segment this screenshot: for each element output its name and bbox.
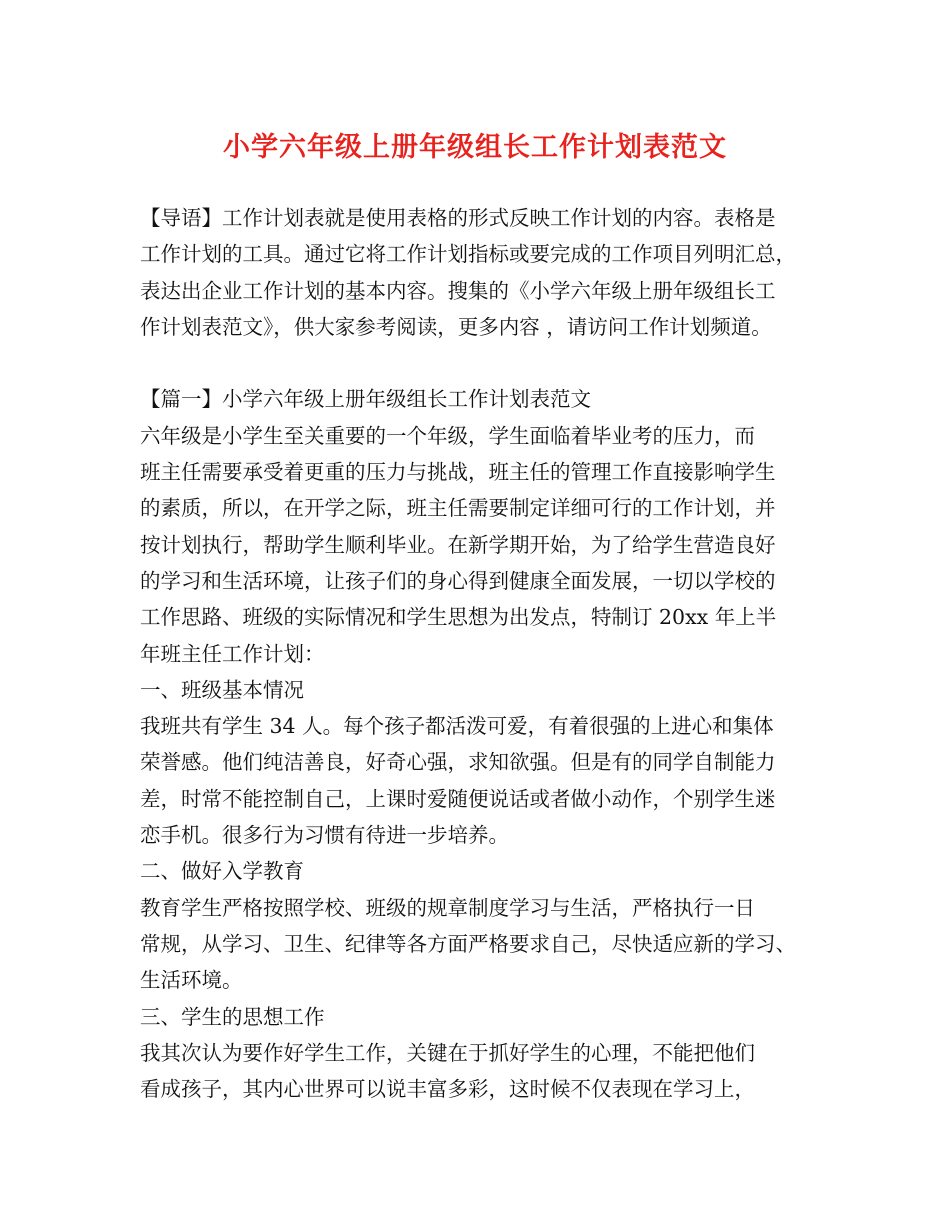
article-line: 的学习和生活环境，让孩子们的身心得到健康全面发展，一切以学校的 xyxy=(140,568,776,593)
section-heading: 【篇一】小学六年级上册年级组长工作计划表范文 xyxy=(140,387,591,412)
subsection-heading: 一、班级基本情况 xyxy=(140,677,304,702)
intro-line: 作计划表范文》，供大家参考阅读，更多内容 ，请访问工作计划频道。 xyxy=(140,314,772,339)
subsection-heading: 三、学生的思想工作 xyxy=(140,1004,325,1029)
document-body xyxy=(140,200,830,1107)
article-line: 年班主任工作计划： xyxy=(140,641,325,666)
subsection-heading: 二、做好入学教育 xyxy=(140,859,304,884)
intro-line: 【导语】工作计划表就是使用表格的形式反映工作计划的内容。表格是 xyxy=(140,206,776,230)
intro-line: 表达出企业工作计划的基本内容。搜集的《小学六年级上册年级组长工 xyxy=(140,278,776,303)
article-line: 恋手机。很多行为习惯有待进一步培养。 xyxy=(140,823,509,848)
article-line: 荣誉感。他们纯洁善良，好奇心强，求知欲强。但是有的同学自制能力 xyxy=(140,750,776,775)
paragraph-gap xyxy=(140,345,830,381)
intro-line: 工作计划的工具。通过它将工作计划指标或要完成的工作项目列明汇总， xyxy=(140,242,796,267)
article-line: 生活环境。 xyxy=(140,968,243,993)
article-line: 差，时常不能控制自己，上课时爱随便说话或者做小动作，个别学生迷 xyxy=(140,786,776,811)
article-line: 的素质，所以，在开学之际，班主任需要制定详细可行的工作计划，并 xyxy=(140,496,776,521)
article-line: 看成孩子，其内心世界可以说丰富多彩，这时候不仅表现在学习上， xyxy=(140,1077,755,1102)
article-content xyxy=(140,381,830,1107)
intro-paragraph xyxy=(140,200,830,345)
article-line: 班主任需要承受着更重的压力与挑战，班主任的管理工作直接影响学生 xyxy=(140,460,776,485)
article-line: 六年级是小学生至关重要的一个年级，学生面临着毕业考的压力，而 xyxy=(140,423,755,448)
article-line: 教育学生严格按照学校、班级的规章制度学习与生活，严格执行一日 xyxy=(140,895,755,920)
document-title: 小学六年级上册年级组长工作计划表范文 xyxy=(223,132,727,163)
article-line: 我其次认为要作好学生工作，关键在于抓好学生的心理，不能把他们 xyxy=(140,1040,755,1065)
article-line: 我班共有学生 34 人。每个孩子都活泼可爱，有着很强的上进心和集体 xyxy=(140,714,774,739)
article-line: 工作思路、班级的实际情况和学生思想为出发点，特制订 20xx 年上半 xyxy=(140,605,777,630)
article-line: 按计划执行，帮助学生顺利毕业。在新学期开始，为了给学生营造良好 xyxy=(140,532,776,557)
article-line: 常规，从学习、卫生、纪律等各方面严格要求自己，尽快适应新的学习、 xyxy=(140,931,796,956)
